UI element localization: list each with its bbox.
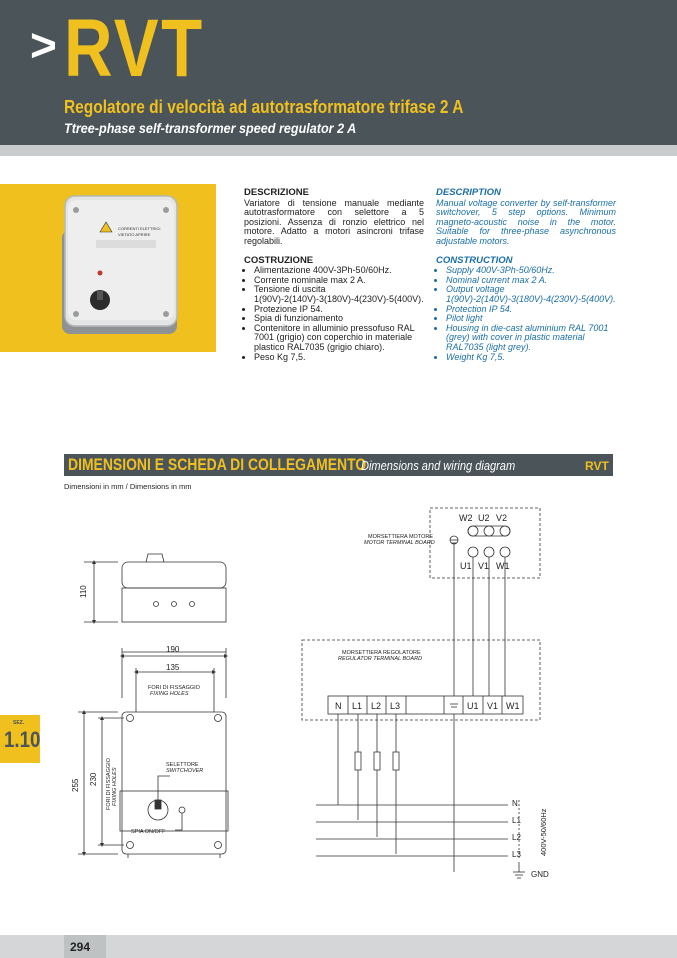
- terminal-u1: U1: [467, 701, 479, 711]
- list-item: • Supply 400V-3Ph-50/60Hz.: [446, 266, 616, 276]
- section-subtitle: Dimensions and wiring diagram: [361, 458, 516, 473]
- dimensions-note: Dimensioni in mm / Dimensions in mm: [64, 482, 192, 491]
- selector-label-en: SWITCHOVER: [166, 768, 204, 774]
- list-item: • Alimentazione 400V-3Ph-50/60Hz.: [254, 266, 424, 276]
- photo-label-line2: VIETATO APRIRE: [118, 232, 151, 237]
- pilot-light-icon: [98, 271, 103, 276]
- list-item: • Protezione IP 54.: [254, 305, 424, 315]
- gnd-label: GND: [531, 870, 549, 879]
- description-text-en: Manual voltage converter by self-transformer switchover, 5 step options. Minimum magneto-acoustic noise in the motor. Suitable for three-phase asynchronous adjustable motors.: [436, 197, 616, 246]
- motor-label-w1: W1: [496, 561, 510, 571]
- construction-heading-it: COSTRUZIONE: [244, 254, 314, 266]
- terminal-l2: L2: [371, 701, 382, 711]
- description-english: [436, 188, 616, 362]
- side-view: [84, 554, 226, 622]
- dim-135: 135: [166, 663, 180, 672]
- terminal-v1: V1: [487, 701, 499, 711]
- description-heading-it: DESCRIZIONE: [244, 187, 309, 198]
- list-item: • Pilot light: [446, 314, 616, 324]
- terminal-w1: W1: [506, 701, 520, 711]
- technical-drawing: [0, 490, 677, 930]
- construction-list-en: [436, 266, 616, 362]
- list-item: • Contenitore in alluminio pressofuso RAL 7001 (grigio) con coperchio in materiale plastico RAL7035 (grigio chiaro).: [254, 324, 424, 353]
- dim-230: 230: [89, 772, 98, 786]
- subtitle-english: Ttree-phase self-transformer speed regulator 2 A: [64, 120, 357, 136]
- fixing-holes-label-en: FIXING HOLES: [150, 691, 189, 697]
- selector-label: SELETTORE: [166, 762, 199, 768]
- front-view: [78, 648, 228, 858]
- list-item: • Housing in die-cast aluminium RAL 7001 (grey) with cover in plastic material RAL7035 (light grey).: [446, 324, 616, 353]
- wiring-lines: [316, 544, 525, 878]
- motor-board-label: MORSETTIERA MOTORE: [368, 534, 433, 540]
- description-heading-en: DESCRIPTION: [436, 187, 501, 198]
- regulator-board-label-en: REGULATOR TERMINAL BOARD: [338, 656, 423, 662]
- motor-label-w2: W2: [459, 513, 473, 523]
- list-item: • Protection IP 54.: [446, 305, 616, 315]
- dim-190: 190: [166, 645, 180, 654]
- product-photo: [50, 190, 190, 338]
- fixing-holes-label: FORI DI FISSAGGIO: [148, 685, 200, 691]
- section-code: RVT: [585, 459, 609, 473]
- motor-label-u1: U1: [460, 561, 472, 571]
- line-l3: L3: [512, 850, 521, 859]
- terminal-n: N: [335, 701, 342, 711]
- motor-label-v2: V2: [496, 513, 508, 523]
- terminal-l3: L3: [390, 701, 401, 711]
- pilot-light-label: SPIA ON/OFF: [131, 829, 166, 835]
- fixing-holes-vertical-en: FIXING HOLES: [112, 767, 118, 806]
- section-tab-number: 1.10: [4, 727, 41, 752]
- line-l2: L2: [512, 833, 521, 842]
- description-text-it: Variatore di tensione manuale mediante autotrasformatore con selettore a 5 posizioni. Assenza di ronzio elettrico nel motore. Adatto a motori asincroni trifase regolabili.: [244, 197, 424, 246]
- regulator-board-label: MORSETTIERA REGOLATORE: [342, 650, 421, 656]
- fixing-holes-vertical: FORI DI FISSAGGIO: [106, 758, 112, 810]
- dim-255: 255: [71, 778, 80, 792]
- list-item: • Nominal current max 2 A.: [446, 276, 616, 286]
- line-n: N: [512, 799, 518, 808]
- dim-110: 110: [79, 585, 88, 598]
- list-item: • Peso Kg 7,5.: [254, 353, 424, 363]
- section-title: DIMENSIONI E SCHEDA DI COLLEGAMENTO: [68, 455, 367, 474]
- subtitle-italian: Regolatore di velocità ad autotrasformatore trifase 2 A: [64, 97, 464, 117]
- chevron-right-icon: >: [30, 19, 57, 71]
- header-strip: [0, 145, 677, 156]
- terminal-l1: L1: [352, 701, 363, 711]
- list-item: • Weight Kg 7,5.: [446, 353, 616, 363]
- construction-heading-en: CONSTRUCTION: [436, 254, 513, 266]
- motor-label-v1: V1: [478, 561, 490, 571]
- list-item: • Output voltage 1(90V)-2(140V)-3(180V)-4(230V)-5(400V).: [446, 285, 616, 304]
- list-item: • Spia di funzionamento: [254, 314, 424, 324]
- supply-label: 400V-50/60Hz: [539, 808, 548, 856]
- line-l1: L1: [512, 816, 521, 825]
- motor-board-label-en: MOTOR TERMINAL BOARD: [364, 540, 435, 546]
- list-item: • Corrente nominale max 2 A.: [254, 276, 424, 286]
- motor-label-u2: U2: [478, 513, 490, 523]
- page-number: 294: [70, 940, 91, 954]
- section-tab-label: SEZ.: [13, 720, 25, 726]
- photo-label-line1: CORRENTI ELETTRICI: [118, 226, 161, 231]
- description-italian: [244, 188, 424, 362]
- list-item: • Tensione di uscita 1(90V)-2(140V)-3(180V)-4(230V)-5(400V).: [254, 285, 424, 304]
- construction-list-it: [244, 266, 424, 362]
- page-title: RVT: [64, 3, 205, 94]
